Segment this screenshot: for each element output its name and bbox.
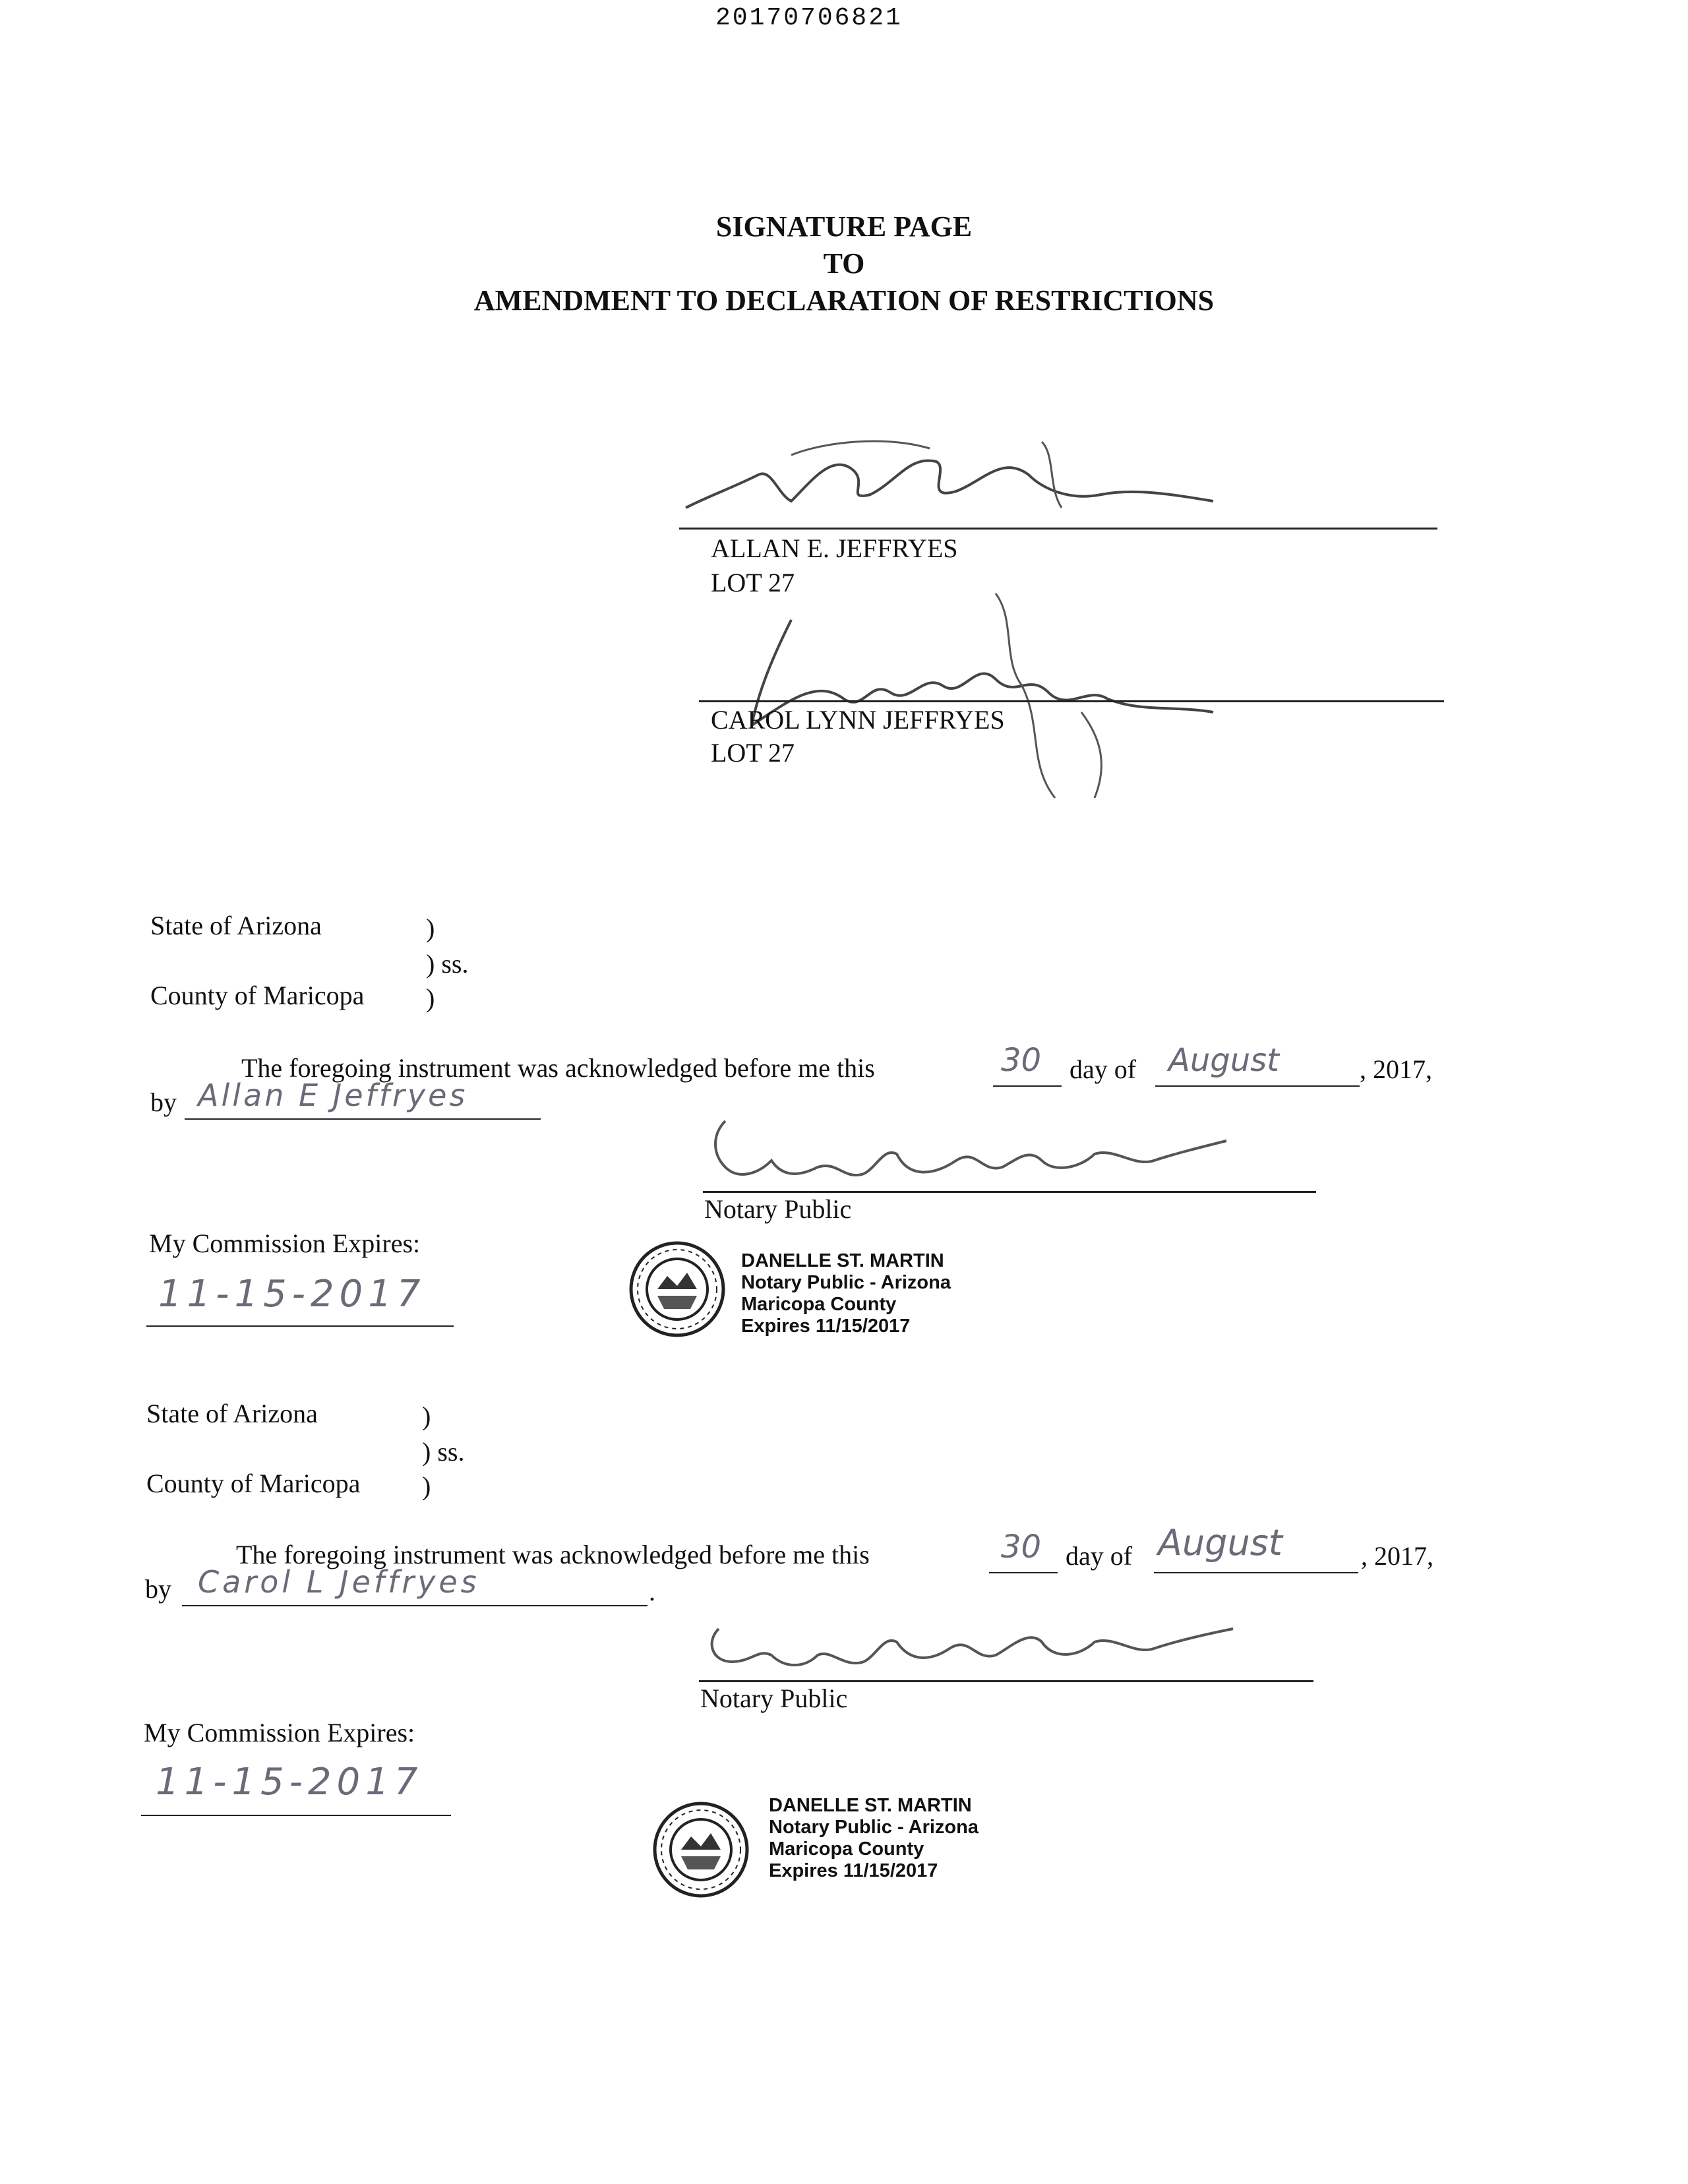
- ack2-county: County of Maricopa: [146, 1469, 361, 1498]
- signer-lot-carol: LOT 27: [711, 738, 795, 768]
- ack2-notary-line: [699, 1680, 1313, 1682]
- ack1-text: The foregoing instrument was acknowledged before me this: [241, 1053, 875, 1083]
- ack2-stamp-county: Maricopa County: [769, 1838, 924, 1860]
- ack1-stamp-text: [741, 1250, 951, 1337]
- ack1-notary-signature: [699, 1108, 1279, 1200]
- ack2-text: The foregoing instrument was acknowledged before me this: [236, 1540, 870, 1569]
- notary-seal-2-icon: [651, 1800, 750, 1899]
- title-line-2: TO: [823, 247, 865, 280]
- ack2-month-line: [1154, 1572, 1358, 1573]
- ack1-day-line: [993, 1085, 1062, 1087]
- ack1-day-of: day of: [1070, 1054, 1137, 1084]
- ack2-paren1: ): [422, 1401, 431, 1431]
- ack2-by-line: [182, 1605, 648, 1606]
- signature-carol: [712, 580, 1253, 818]
- ack2-commission-line: [141, 1815, 451, 1816]
- ack1-county: County of Maricopa: [150, 981, 365, 1010]
- ack1-stamp-title: Notary Public - Arizona: [741, 1272, 951, 1293]
- ack2-ss: ) ss.: [422, 1437, 465, 1467]
- ack1-commission-date: 11-15-2017: [158, 1273, 426, 1316]
- signature-line-allan: [679, 528, 1437, 530]
- ack2-notary-signature: [699, 1609, 1279, 1688]
- ack2-year: , 2017,: [1361, 1541, 1433, 1571]
- ack1-notary-line: [703, 1191, 1316, 1193]
- ack1-stamp-county: Maricopa County: [741, 1294, 897, 1315]
- signer-lot-allan: LOT 27: [711, 568, 795, 597]
- signature-line-carol: [699, 700, 1444, 702]
- ack1-commission-line: [146, 1325, 454, 1327]
- ack2-day-line: [989, 1572, 1058, 1573]
- ack2-stamp-name: DANELLE ST. MARTIN: [769, 1795, 972, 1816]
- ack1-paren1: ): [426, 913, 435, 943]
- ack1-signer-handwritten: Allan E Jeffryes: [198, 1077, 468, 1113]
- title-line-1: SIGNATURE PAGE: [715, 210, 973, 243]
- ack1-year: , 2017,: [1360, 1054, 1432, 1084]
- title-line-3: AMENDMENT TO DECLARATION OF RESTRICTIONS: [473, 284, 1215, 317]
- ack2-commission-date: 11-15-2017: [156, 1761, 423, 1804]
- ack2-month: August: [1158, 1522, 1282, 1563]
- ack2-state: State of Arizona: [146, 1399, 318, 1428]
- ack2-period: .: [649, 1577, 655, 1606]
- ack1-day: 30: [1001, 1042, 1042, 1079]
- signature-allan: [673, 429, 1240, 534]
- ack2-signer-handwritten: Carol L Jeffryes: [198, 1564, 480, 1600]
- signer-name-allan: ALLAN E. JEFFRYES: [711, 533, 958, 563]
- ack1-stamp-name: DANELLE ST. MARTIN: [741, 1250, 944, 1271]
- ack1-month-line: [1155, 1085, 1360, 1087]
- ack1-ss: ) ss.: [426, 949, 469, 979]
- ack2-stamp-text: [769, 1795, 979, 1882]
- ack2-day-of: day of: [1066, 1541, 1133, 1571]
- ack2-stamp-title: Notary Public - Arizona: [769, 1817, 979, 1838]
- ack1-paren2: ): [426, 983, 435, 1013]
- document-number: 20170706821: [715, 4, 903, 32]
- ack2-stamp-expires: Expires 11/15/2017: [769, 1860, 938, 1881]
- ack1-notary-label: Notary Public: [704, 1194, 852, 1224]
- ack1-by-line: [185, 1118, 541, 1120]
- ack1-stamp-expires: Expires 11/15/2017: [741, 1316, 911, 1337]
- ack2-commission-label: My Commission Expires:: [144, 1718, 415, 1747]
- ack1-by: by: [150, 1087, 177, 1117]
- ack2-paren2: ): [422, 1471, 431, 1501]
- ack2-notary-label: Notary Public: [700, 1684, 848, 1713]
- ack1-month: August: [1168, 1042, 1279, 1079]
- ack1-commission-label: My Commission Expires:: [149, 1228, 421, 1258]
- notary-seal-1-icon: [628, 1240, 727, 1339]
- ack1-state: State of Arizona: [150, 911, 322, 940]
- ack2-by: by: [145, 1574, 171, 1604]
- signer-name-carol: CAROL LYNN JEFFRYES: [711, 705, 1005, 735]
- ack2-day: 30: [1001, 1529, 1042, 1565]
